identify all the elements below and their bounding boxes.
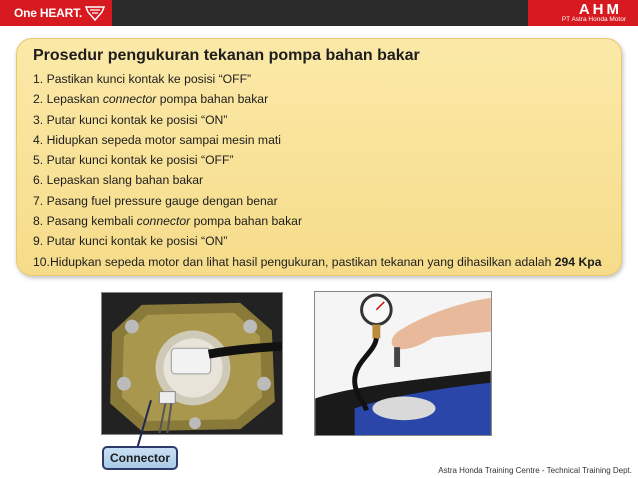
step-6 — [33, 170, 601, 190]
step-number: 8. — [33, 214, 44, 229]
step-8 — [33, 211, 601, 231]
brand-slogan: One HEART. — [14, 6, 83, 20]
step-3 — [33, 110, 601, 130]
step-text: Lepaskan — [46, 92, 103, 107]
step-9 — [33, 231, 601, 251]
ahm-logo: AHM — [578, 1, 622, 18]
step-text-bold: 294 Kpa — [554, 254, 602, 269]
procedure-title: Prosedur pengukuran tekanan pompa bahan bakar — [33, 47, 420, 64]
step-number: 2. — [33, 92, 44, 107]
step-number: 1. — [33, 72, 44, 86]
step-number: 7. — [33, 193, 44, 208]
step-1 — [33, 69, 601, 89]
step-4 — [33, 130, 601, 150]
step-10 — [33, 252, 601, 272]
company-logo-block — [528, 0, 638, 26]
step-text-italic: connector — [102, 92, 157, 107]
step-text: pompa bahan bakar — [190, 214, 303, 229]
step-text-italic: connector — [136, 214, 191, 229]
honda-wing-icon — [84, 4, 106, 22]
step-number: 4. — [33, 132, 44, 147]
header-bar — [0, 0, 638, 26]
step-text: pompa bahan bakar — [156, 92, 269, 107]
procedure-steps — [33, 69, 601, 272]
step-text: Pasang fuel pressure gauge dengan benar — [46, 193, 278, 208]
step-text: Hidupkan sepeda motor dan lihat hasil pengukuran, pastikan tekanan yang dihasilkan adalah — [49, 254, 555, 269]
step-text: Putar kunci kontak ke posisi “OFF” — [46, 153, 234, 168]
step-7 — [33, 191, 601, 211]
step-number: 10. — [33, 254, 50, 269]
step-text: Putar kunci kontak ke posisi “ON” — [46, 112, 228, 127]
brand-block — [0, 0, 112, 26]
connector-callout-label: Connector — [102, 446, 178, 470]
step-number: 6. — [33, 173, 44, 188]
step-number: 5. — [33, 153, 44, 168]
step-text: Pasang kembali — [46, 214, 137, 229]
fuel-pump-photo — [101, 292, 283, 435]
pressure-gauge-photo — [314, 291, 492, 436]
fuel-pump-illustration — [102, 293, 282, 434]
step-number: 9. — [33, 234, 44, 249]
step-text: Putar kunci kontak ke posisi “ON” — [46, 234, 228, 249]
pressure-gauge-illustration — [315, 292, 491, 435]
step-number: 3. — [33, 112, 44, 127]
step-text: Pastikan kunci kontak ke posisi “OFF” — [46, 72, 252, 86]
step-text: Lepaskan slang bahan bakar — [46, 173, 204, 188]
step-text: Hidupkan sepeda motor sampai mesin mati — [46, 132, 281, 147]
company-name: PT Astra Honda Motor — [561, 16, 626, 23]
footer-credit: Astra Honda Training Centre - Technical Training Dept. — [438, 466, 632, 475]
procedure-box — [16, 38, 622, 276]
step-5 — [33, 150, 601, 170]
step-2 — [33, 89, 601, 109]
